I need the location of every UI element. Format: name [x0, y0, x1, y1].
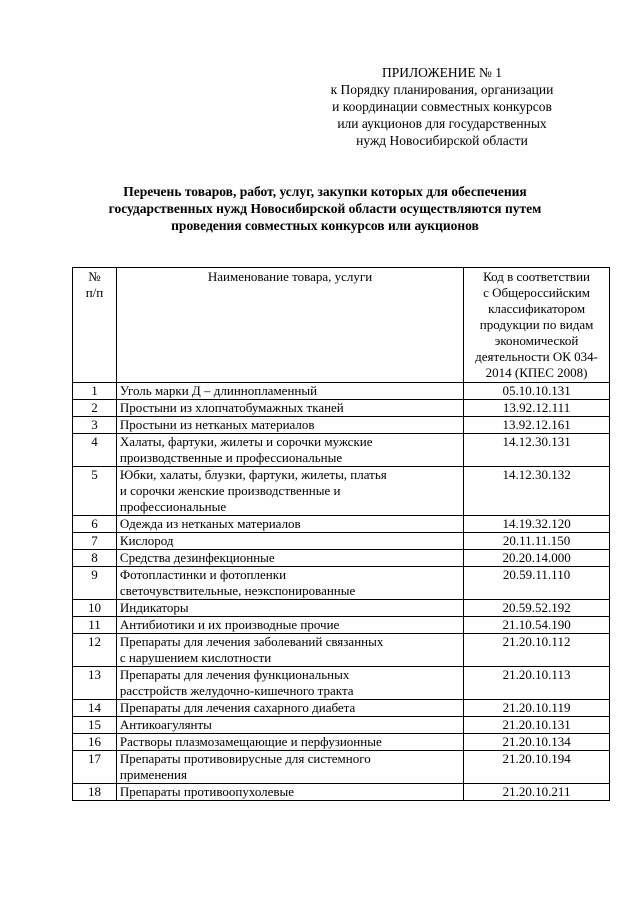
table-body	[73, 383, 610, 801]
row-code: 21.20.10.131	[464, 717, 610, 734]
row-number: 5	[73, 467, 117, 516]
document-title	[60, 183, 590, 234]
row-number: 1	[73, 383, 117, 400]
table-row	[73, 634, 610, 667]
appendix-line: нужд Новосибирской области	[356, 133, 528, 148]
table-row	[73, 751, 610, 784]
row-name-line: Кислород	[119, 533, 174, 548]
row-name	[116, 734, 463, 751]
row-name	[116, 434, 463, 467]
row-name-line: Препараты для лечения сахарного диабета	[119, 700, 356, 715]
row-code: 21.20.10.119	[464, 700, 610, 717]
row-name-line: Препараты для лечения заболеваний связанных	[119, 634, 384, 649]
row-name-line: Препараты противовирусные для системного	[119, 751, 371, 766]
row-code: 20.59.11.110	[464, 567, 610, 600]
row-code: 21.20.10.134	[464, 734, 610, 751]
table-row	[73, 600, 610, 617]
header-code-line: деятельности ОК 034-	[475, 349, 598, 364]
header-code-line: классификатором	[488, 301, 586, 316]
row-name	[116, 533, 463, 550]
row-name	[116, 383, 463, 400]
row-name-line: Уголь марки Д – длиннопламенный	[119, 383, 318, 398]
row-code: 14.12.30.132	[464, 467, 610, 516]
row-number: 11	[73, 617, 117, 634]
table-row	[73, 734, 610, 751]
row-name	[116, 700, 463, 717]
row-number: 2	[73, 400, 117, 417]
row-number: 3	[73, 417, 117, 434]
header-code-line: с Общероссийским	[483, 285, 590, 300]
row-name-line: Юбки, халаты, блузки, фартуки, жилеты, платья	[119, 467, 387, 482]
row-name	[116, 467, 463, 516]
table-row	[73, 667, 610, 700]
row-name	[116, 516, 463, 533]
row-code: 05.10.10.131	[464, 383, 610, 400]
row-code: 20.59.52.192	[464, 600, 610, 617]
row-code: 21.10.54.190	[464, 617, 610, 634]
table-row	[73, 617, 610, 634]
row-name	[116, 550, 463, 567]
row-code: 13.92.12.161	[464, 417, 610, 434]
header-code	[464, 268, 610, 383]
title-line: государственных нужд Новосибирской области осуществляются путем	[108, 201, 542, 216]
table-row	[73, 434, 610, 467]
row-name	[116, 784, 463, 801]
table-row	[73, 533, 610, 550]
row-name-line: с нарушением кислотности	[119, 650, 272, 665]
row-code: 14.12.30.131	[464, 434, 610, 467]
row-name-line: Халаты, фартуки, жилеты и сорочки мужские	[119, 434, 373, 449]
header-code-line: продукции по видам	[479, 317, 594, 332]
row-name-line: Растворы плазмозамещающие и перфузионные	[119, 734, 382, 749]
goods-table	[72, 267, 610, 801]
table-row	[73, 717, 610, 734]
row-code: 21.20.10.211	[464, 784, 610, 801]
table-row	[73, 784, 610, 801]
row-number: 4	[73, 434, 117, 467]
row-number: 13	[73, 667, 117, 700]
row-name-line: Антикоагулянты	[119, 717, 212, 732]
header-code-line: Код в соответствии	[483, 269, 590, 284]
row-code: 13.92.12.111	[464, 400, 610, 417]
table-row	[73, 550, 610, 567]
row-number: 8	[73, 550, 117, 567]
row-number: 14	[73, 700, 117, 717]
row-code: 20.20.14.000	[464, 550, 610, 567]
row-name	[116, 617, 463, 634]
title-line: проведения совместных конкурсов или аукционов	[171, 218, 479, 233]
row-name	[116, 717, 463, 734]
table-row	[73, 516, 610, 533]
header-number-line: №	[88, 269, 101, 284]
row-number: 15	[73, 717, 117, 734]
row-name	[116, 667, 463, 700]
row-name-line: Одежда из нетканых материалов	[119, 516, 301, 531]
row-name-line: Антибиотики и их производные прочие	[119, 617, 340, 632]
header-number-line: п/п	[85, 285, 104, 300]
appendix-block	[292, 64, 592, 149]
row-name-line: применения	[119, 767, 187, 782]
row-number: 12	[73, 634, 117, 667]
row-number: 16	[73, 734, 117, 751]
row-name	[116, 751, 463, 784]
appendix-line: и координации совместных конкурсов	[332, 99, 552, 114]
row-name-line: Средства дезинфекционные	[119, 550, 275, 565]
table-header-row	[73, 268, 610, 383]
header-name: Наименование товара, услуги	[116, 268, 463, 383]
row-name-line: и сорочки женские производственные и	[119, 483, 341, 498]
table-row	[73, 417, 610, 434]
header-code-line: 2014 (КПЕС 2008)	[485, 365, 588, 380]
row-name-line: светочувствительные, неэкспонированные	[119, 583, 356, 598]
row-number: 17	[73, 751, 117, 784]
row-name-line: Индикаторы	[119, 600, 189, 615]
row-name-line: Простыни из нетканых материалов	[119, 417, 315, 432]
table-row	[73, 467, 610, 516]
table-row	[73, 400, 610, 417]
row-name-line: профессиональные	[119, 499, 227, 514]
row-number: 10	[73, 600, 117, 617]
row-name	[116, 567, 463, 600]
table-row	[73, 567, 610, 600]
row-name	[116, 417, 463, 434]
appendix-heading: ПРИЛОЖЕНИЕ № 1	[381, 65, 503, 80]
appendix-line: к Порядку планирования, организации	[330, 82, 554, 97]
row-name	[116, 634, 463, 667]
row-name-line: Простыни из хлопчатобумажных тканей	[119, 400, 344, 415]
table-row	[73, 700, 610, 717]
appendix-line: или аукционов для государственных	[337, 116, 547, 131]
header-code-line: экономической	[494, 333, 579, 348]
row-code: 21.20.10.194	[464, 751, 610, 784]
table-row	[73, 383, 610, 400]
row-name-line: Фотопластинки и фотопленки	[119, 567, 287, 582]
row-number: 7	[73, 533, 117, 550]
title-line: Перечень товаров, работ, услуг, закупки которых для обеспечения	[123, 184, 527, 199]
row-code: 20.11.11.150	[464, 533, 610, 550]
row-name	[116, 600, 463, 617]
row-number: 9	[73, 567, 117, 600]
row-code: 21.20.10.112	[464, 634, 610, 667]
row-name	[116, 400, 463, 417]
row-number: 18	[73, 784, 117, 801]
row-name-line: Препараты противоопухолевые	[119, 784, 295, 799]
header-number	[73, 268, 117, 383]
row-code: 21.20.10.113	[464, 667, 610, 700]
row-code: 14.19.32.120	[464, 516, 610, 533]
row-number: 6	[73, 516, 117, 533]
row-name-line: Препараты для лечения функциональных	[119, 667, 350, 682]
row-name-line: расстройств желудочно-кишечного тракта	[119, 683, 354, 698]
row-name-line: производственные и профессиональные	[119, 450, 343, 465]
